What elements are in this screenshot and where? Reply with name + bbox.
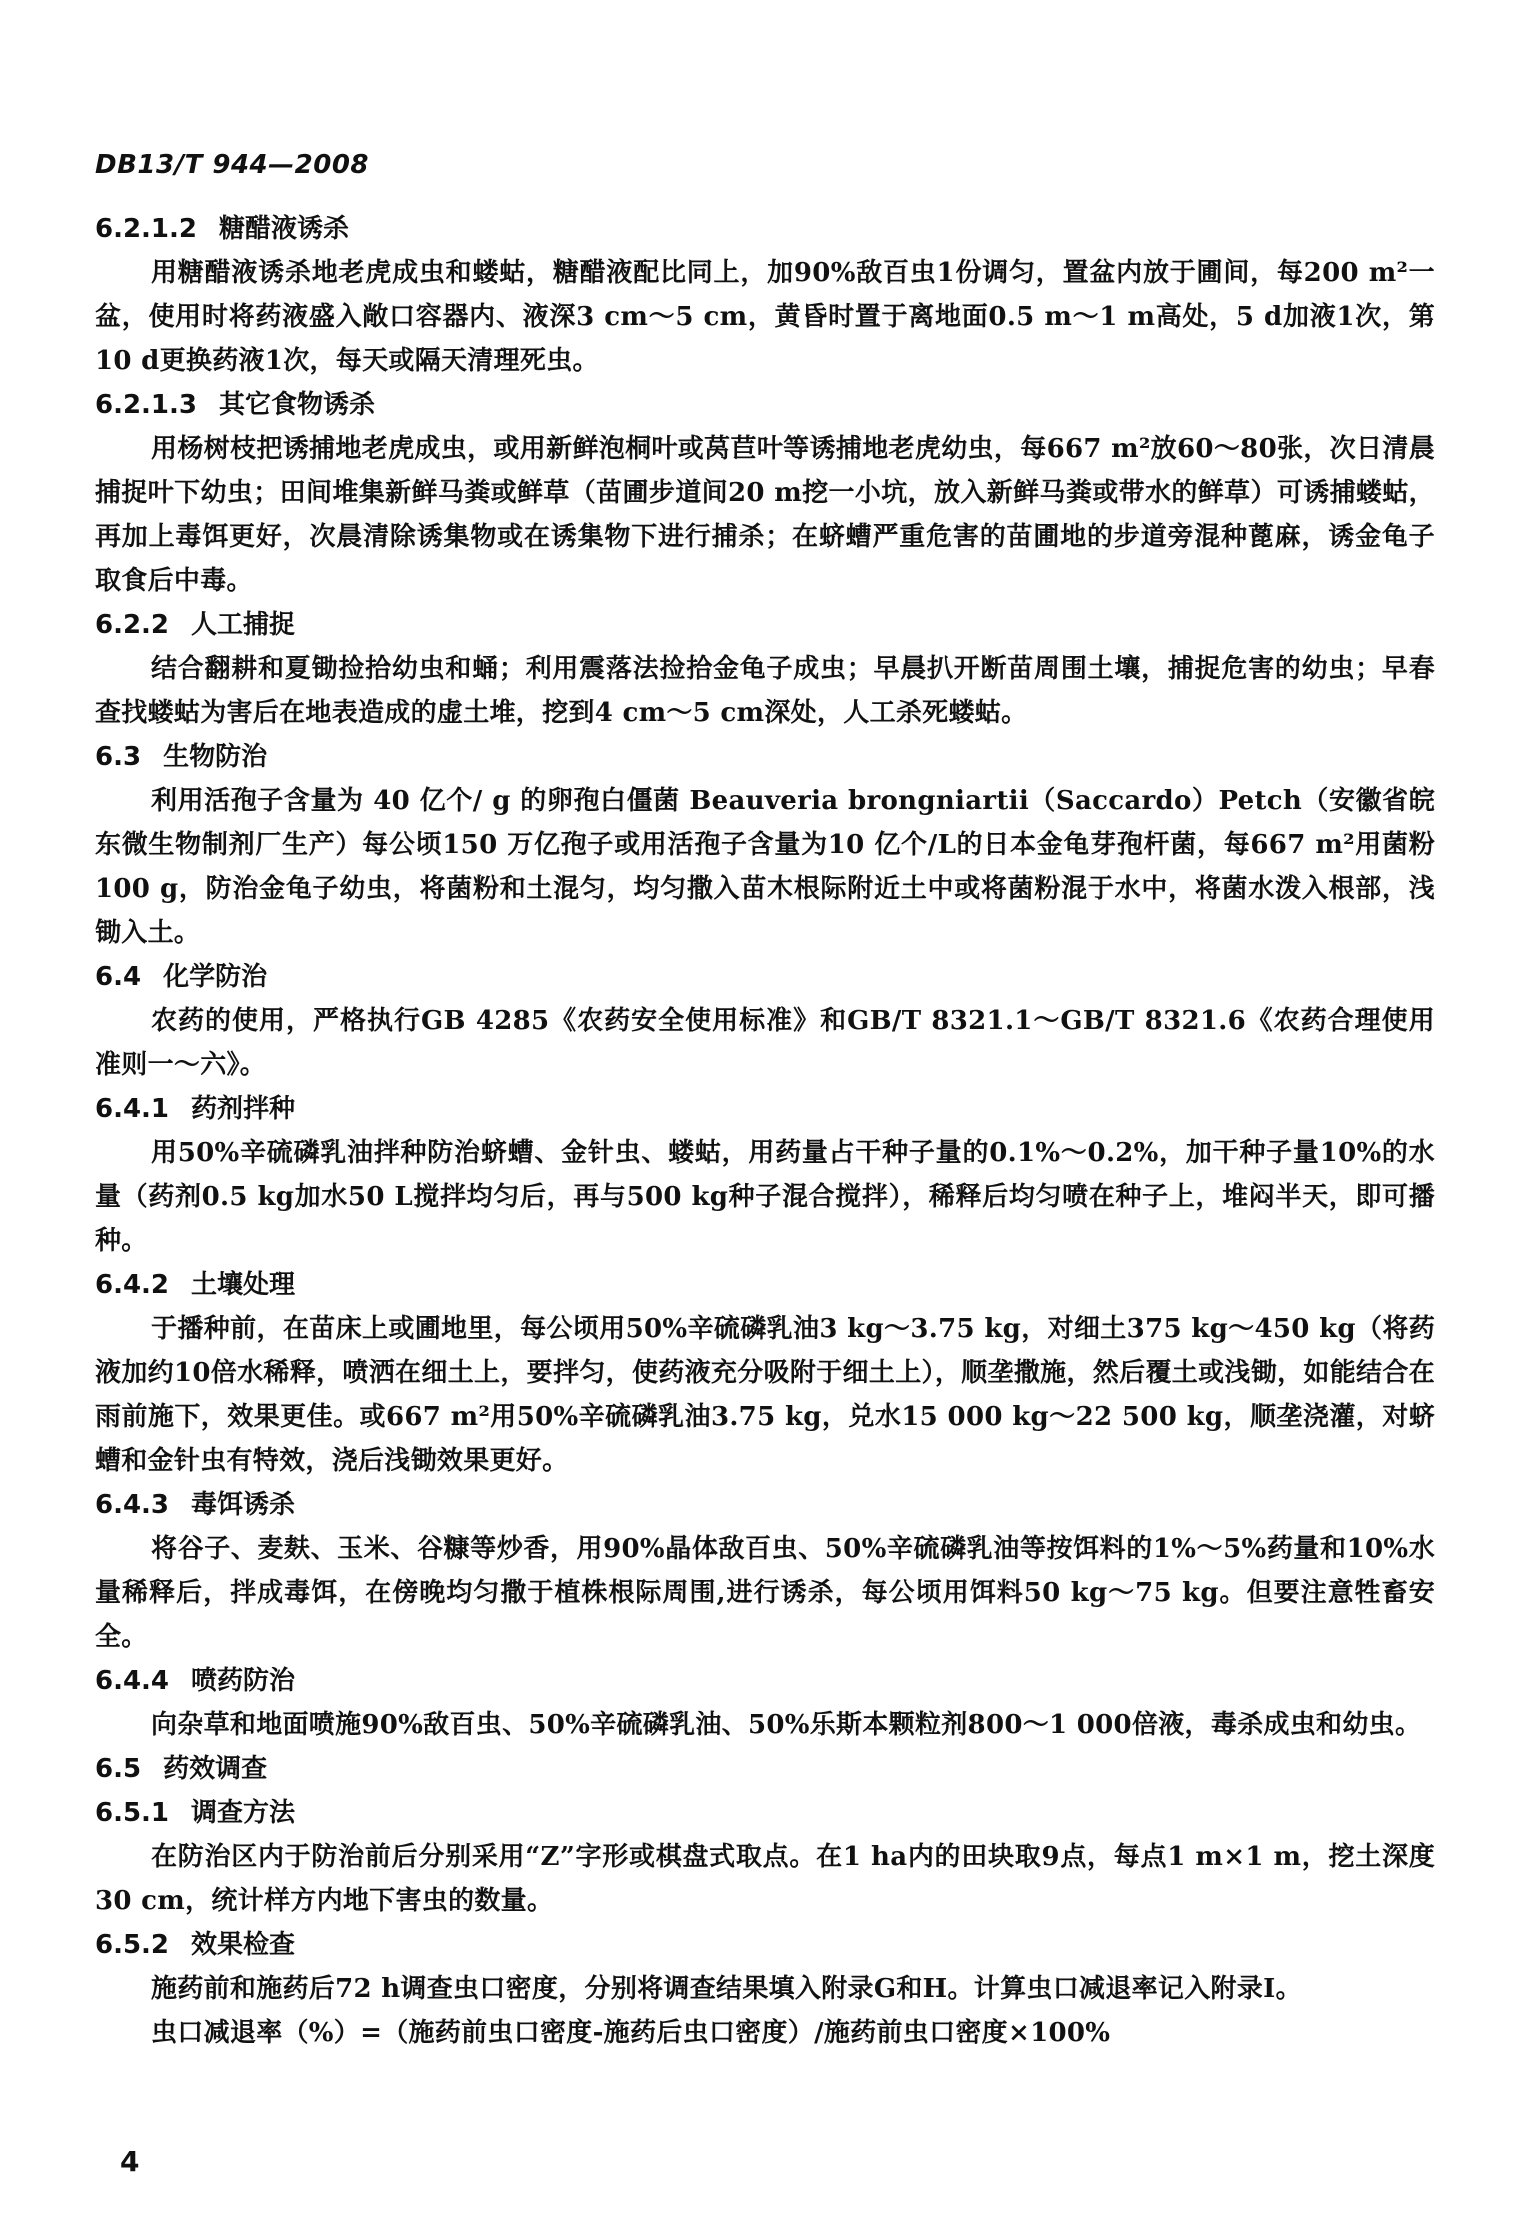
section-paragraph: 用糖醋液诱杀地老虎成虫和蝼蛄，糖醋液配比同上，加90%敌百虫1份调匀，置盆内放于圃间，每200 m²一盆，使用时将药液盛入敞口容器内、液深3 cm～5 cm，黄昏时置于离地面0.5 m～1 m高处，5 d加液1次，第10 d更换药液1次，每天或隔天清理死虫。: [95, 258, 1435, 376]
section-title: 毒饵诱杀: [191, 1490, 296, 1520]
section-number: 6.5: [95, 1754, 142, 1784]
section-title: 糖醋液诱杀: [219, 214, 350, 244]
section-paragraph: 于播种前，在苗床上或圃地里，每公顷用50%辛硫磷乳油3 kg～3.75 kg，对细土375 kg～450 kg（将药液加约10倍水稀释，喷洒在细土上，要拌匀，使药液充分吸附于细土上），顺垄撒施，然后覆土或浅锄，如能结合在雨前施下，效果更佳。或667 m²用50%辛硫磷乳油3.75 kg，兑水15 000 kg～22 500 kg，顺垄浇灌，对蛴螬和金针虫有特效，浇后浅锄效果更好。: [95, 1314, 1435, 1476]
section-title: 人工捕捉: [191, 610, 296, 640]
section-number: 6.4: [95, 962, 142, 992]
section-paragraph: 用50%辛硫磷乳油拌种防治蛴螬、金针虫、蝼蛄，用药量占干种子量的0.1%～0.2%，加干种子量10%的水量（药剂0.5 kg加水50 L搅拌均匀后，再与500 kg种子混合搅拌），稀释后均匀喷在种子上，堆闷半天，即可播种。: [95, 1138, 1435, 1256]
section-number: 6.2.2: [95, 610, 170, 640]
section-paragraph: 农药的使用，严格执行GB 4285《农药安全使用标准》和GB/T 8321.1～GB/T 8321.6《农药合理使用准则一～六》。: [95, 1006, 1435, 1080]
section-heading: [95, 955, 1435, 999]
section-title: 其它食物诱杀: [219, 390, 376, 420]
section-heading: [95, 383, 1435, 427]
section-title: 生物防治: [163, 742, 268, 772]
section-number: 6.4.1: [95, 1094, 170, 1124]
section-paragraph: 结合翻耕和夏锄捡拾幼虫和蛹；利用震落法捡拾金龟子成虫；早晨扒开断苗周围土壤，捕捉危害的幼虫；早春查找蝼蛄为害后在地表造成的虚土堆，挖到4 cm～5 cm深处，人工杀死蝼蛄。: [95, 654, 1435, 728]
section-heading: [95, 1483, 1435, 1527]
section-number: 6.4.3: [95, 1490, 170, 1520]
section-heading: [95, 1747, 1435, 1791]
section-paragraph: 将谷子、麦麸、玉米、谷糠等炒香，用90%晶体敌百虫、50%辛硫磷乳油等按饵料的1%～5%药量和10%水量稀释后，拌成毒饵，在傍晚均匀撒于植株根际周围,进行诱杀，每公顷用饵料50 kg～75 kg。但要注意牲畜安全。: [95, 1534, 1435, 1652]
section-heading: [95, 735, 1435, 779]
section-heading: [95, 1791, 1435, 1835]
section-title: 土壤处理: [191, 1270, 296, 1300]
section-title: 药效调查: [163, 1754, 268, 1784]
section-heading: [95, 1263, 1435, 1307]
section-paragraph: 利用活孢子含量为 40 亿个/ g 的卵孢白僵菌 Beauveria brongniartii（Saccardo）Petch（安徽省皖东微生物制剂厂生产）每公顷150 万亿孢子或用活孢子含量为10 亿个/L的日本金龟芽孢杆菌，每667 m²用菌粉100 g，防治金龟子幼虫，将菌粉和土混匀，均匀撒入苗木根际附近土中或将菌粉混于水中，将菌水泼入根部，浅锄入土。: [95, 786, 1435, 948]
section-number: 6.3: [95, 742, 142, 772]
section-title: 调查方法: [191, 1798, 296, 1828]
section-number: 6.5.2: [95, 1930, 170, 1960]
section-paragraph: 向杂草和地面喷施90%敌百虫、50%辛硫磷乳油、50%乐斯本颗粒剂800～1 000倍液，毒杀成虫和幼虫。: [151, 1710, 1422, 1740]
section-heading: [95, 1087, 1435, 1131]
document-code: DB13/T 944—2008: [95, 150, 369, 180]
document-body: [95, 207, 1435, 2055]
section-title: 效果检查: [191, 1930, 296, 1960]
section-number: 6.2.1.2: [95, 214, 197, 244]
section-paragraph: 用杨树枝把诱捕地老虎成虫，或用新鲜泡桐叶或莴苣叶等诱捕地老虎幼虫，每667 m²放60～80张，次日清晨捕捉叶下幼虫；田间堆集新鲜马粪或鲜草（苗圃步道间20 m挖一小坑，放入新鲜马粪或带水的鲜草）可诱捕蝼蛄，再加上毒饵更好，次晨清除诱集物或在诱集物下进行捕杀；在蛴螬严重危害的苗圃地的步道旁混种蓖麻，诱金龟子取食后中毒。: [95, 434, 1435, 596]
page-number: 4: [120, 2145, 140, 2178]
section-paragraph: 在防治区内于防治前后分别采用“Z”字形或棋盘式取点。在1 ha内的田块取9点，每点1 m×1 m，挖土深度30 cm，统计样方内地下害虫的数量。: [95, 1842, 1435, 1916]
section-paragraph: 施药前和施药后72 h调查虫口密度，分别将调查结果填入附录G和H。计算虫口减退率记入附录I。: [151, 1974, 1302, 2004]
section-heading: [95, 603, 1435, 647]
section-number: 6.4.4: [95, 1666, 170, 1696]
section-title: 化学防治: [163, 962, 268, 992]
section-number: 6.2.1.3: [95, 390, 197, 420]
section-title: 药剂拌种: [191, 1094, 296, 1124]
section-title: 喷药防治: [191, 1666, 296, 1696]
formula-line: 虫口减退率（%）=（施药前虫口密度-施药后虫口密度）/施药前虫口密度×100%: [151, 2018, 1111, 2048]
section-heading: [95, 207, 1435, 251]
section-number: 6.4.2: [95, 1270, 170, 1300]
section-number: 6.5.1: [95, 1798, 170, 1828]
section-heading: [95, 1659, 1435, 1703]
section-heading: [95, 1923, 1435, 1967]
